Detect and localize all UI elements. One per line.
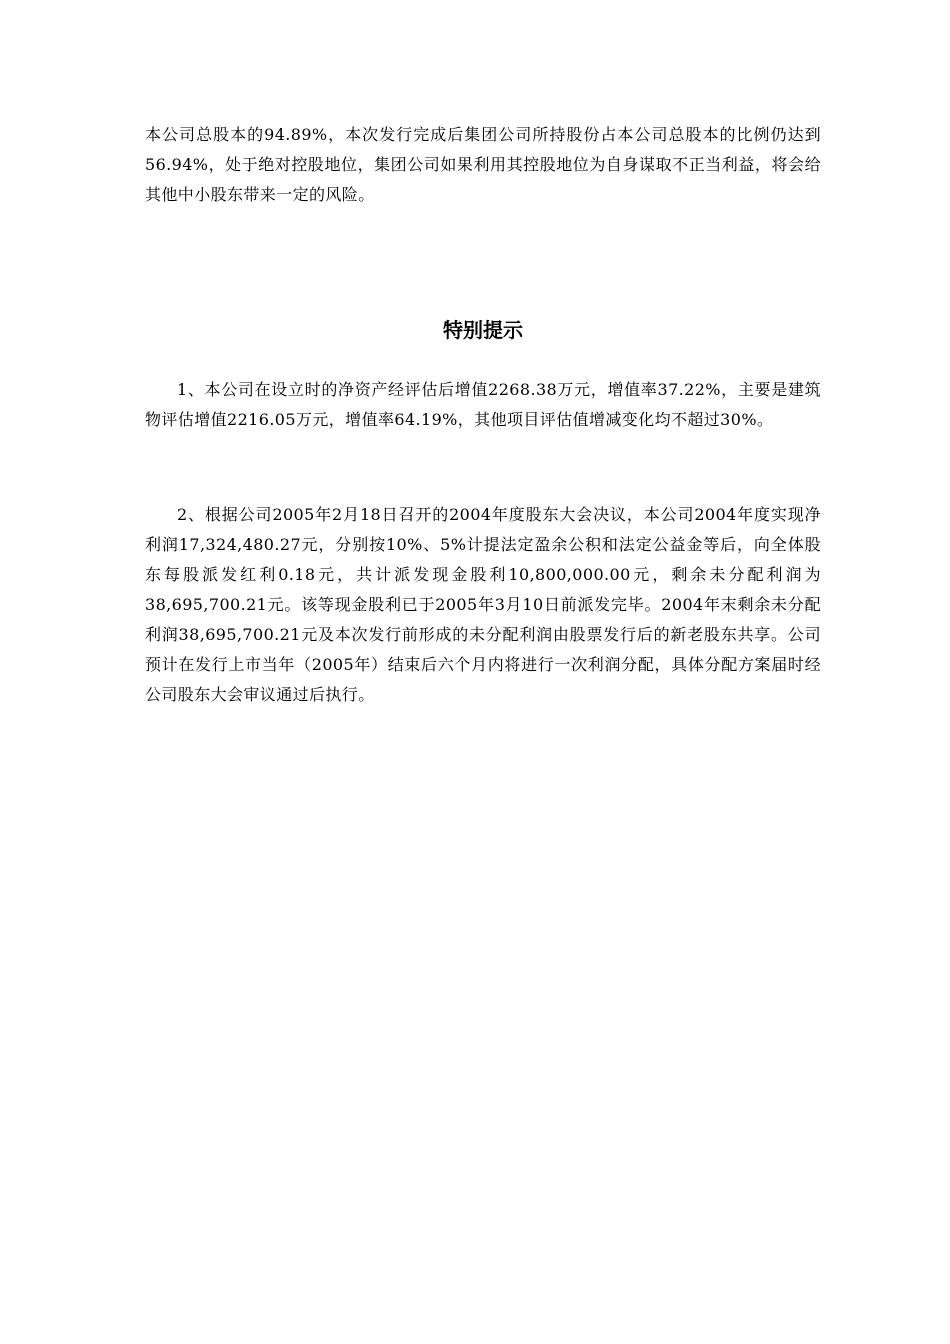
- section-title: 特别提示: [443, 318, 523, 342]
- notice-item-2: 2、根据公司2005年2月18日召开的2004年度股东大会决议，本公司2004年度实现净利润17,324,480.27元，分别按10%、5%计提法定盈余公积和法定公益金等后，向全体股东每股派发红利0.18元，共计派发现金股利10,800,000.00元，剩余未分配利润为38,695,700.21元。该等现金股利已于2005年3月10日前派发完毕。2004年末剩余未分配利润38,695,700.21元及本次发行前形成的未分配利润由股票发行后的新老股东共享。公司预计在发行上市当年（2005年）结束后六个月内将进行一次利润分配，具体分配方案届时经公司股东大会审议通过后执行。: [145, 505, 821, 704]
- intro-paragraph: 本公司总股本的94.89%，本次发行完成后集团公司所持股份占本公司总股本的比例仍达到56.94%，处于绝对控股地位，集团公司如果利用其控股地位为自身谋取不正当利益，将会给其他中小股东带来一定的风险。: [145, 125, 821, 204]
- notice-item-1: 1、本公司在设立时的净资产经评估后增值2268.38万元，增值率37.22%，主要是建筑物评估增值2216.05万元，增值率64.19%，其他项目评估值增减变化均不超过30%。: [145, 380, 821, 429]
